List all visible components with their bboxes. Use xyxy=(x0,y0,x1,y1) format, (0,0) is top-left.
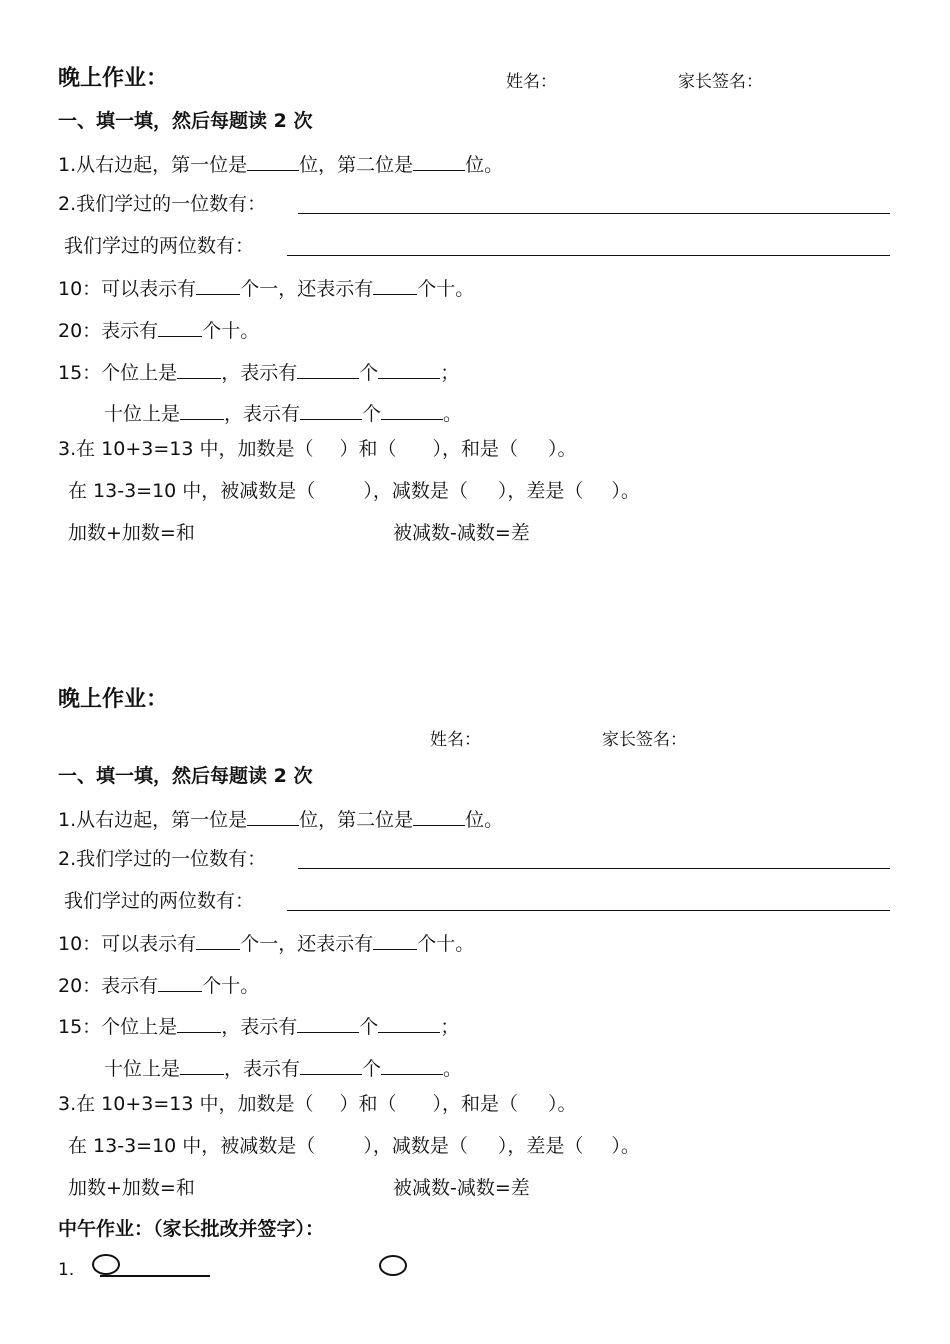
blank[interactable] xyxy=(247,805,299,826)
question-3-addition xyxy=(58,437,577,461)
blank[interactable] xyxy=(247,150,299,171)
q10-text-c: 个十。 xyxy=(417,933,475,955)
noon-heading: 中午作业：（家长批改并签字）： xyxy=(58,1218,325,1240)
q15b-text-d: 。 xyxy=(443,403,463,425)
blank[interactable] xyxy=(196,929,240,950)
q10-text-a: 10：可以表示有 xyxy=(58,278,197,300)
question-15-tens xyxy=(104,1054,462,1081)
blank[interactable] xyxy=(300,1054,362,1075)
answer-line[interactable] xyxy=(298,213,890,214)
blank[interactable] xyxy=(413,150,465,171)
q15b-text-b: ，表示有 xyxy=(224,403,301,425)
q3b-text-a: 在 13-3=10 中，被减数是（ xyxy=(68,480,316,502)
formula-subtraction: 被减数-减数=差 xyxy=(393,522,530,544)
oval-shape xyxy=(92,1254,120,1275)
q3b-text-b: ），减数是（ xyxy=(363,480,468,502)
blank[interactable] xyxy=(297,358,359,379)
question-20 xyxy=(58,971,259,998)
question-2a-label: 2.我们学过的一位数有： xyxy=(58,848,267,870)
question-3-addition xyxy=(58,1092,577,1116)
q10-text-c: 个十。 xyxy=(417,278,475,300)
q1-text-b: 位，第二位是 xyxy=(299,809,414,831)
q15b-text-a: 十位上是 xyxy=(104,403,181,425)
q15a-text-b: ，表示有 xyxy=(221,1016,298,1038)
q20-text-a: 20：表示有 xyxy=(58,320,159,342)
question-1 xyxy=(58,150,503,177)
q3b-text-c: ），差是（ xyxy=(497,480,584,502)
answer-line[interactable] xyxy=(298,868,890,869)
blank[interactable] xyxy=(373,274,417,295)
q3a-text-c: ），和是（ xyxy=(432,438,519,460)
question-2b-label: 我们学过的两位数有： xyxy=(64,890,255,912)
blank[interactable] xyxy=(297,1012,359,1033)
blank[interactable] xyxy=(373,929,417,950)
q20-text-b: 个十。 xyxy=(202,320,260,342)
name-label: 姓名： xyxy=(430,730,481,750)
question-10 xyxy=(58,274,474,301)
q3b-text-a: 在 13-3=10 中，被减数是（ xyxy=(68,1135,316,1157)
answer-line[interactable] xyxy=(100,1275,210,1277)
blank[interactable] xyxy=(180,399,224,420)
q15b-text-a: 十位上是 xyxy=(104,1058,181,1080)
q1-text-c: 位。 xyxy=(465,154,504,176)
q15b-text-d: 。 xyxy=(443,1058,463,1080)
question-1 xyxy=(58,805,503,832)
q3a-text-d: ）。 xyxy=(548,438,577,460)
q3a-text-d: ）。 xyxy=(548,1093,577,1115)
question-20 xyxy=(58,316,259,343)
q1-text-a: 1.从右边起，第一位是 xyxy=(58,154,248,176)
q10-text-b: 个一，还表示有 xyxy=(240,278,374,300)
blank[interactable] xyxy=(177,358,221,379)
question-3-subtraction xyxy=(68,479,640,503)
question-15-tens xyxy=(104,399,462,426)
page-title: 晚上作业： xyxy=(58,66,169,91)
q15a-text-d: ； xyxy=(440,1016,460,1038)
q15a-text-a: 15：个位上是 xyxy=(58,362,178,384)
blank[interactable] xyxy=(158,971,202,992)
q20-text-b: 个十。 xyxy=(202,975,260,997)
page-title: 晚上作业： xyxy=(58,687,169,712)
q1-text-a: 1.从右边起，第一位是 xyxy=(58,809,248,831)
formula-addition: 加数+加数=和 xyxy=(68,1177,195,1199)
blank[interactable] xyxy=(378,1012,440,1033)
q1-text-b: 位，第二位是 xyxy=(299,154,414,176)
section-heading: 一、填一填，然后每题读 2 次 xyxy=(58,110,313,132)
q3a-text-a: 3.在 10+3=13 中，加数是（ xyxy=(58,1093,314,1115)
parent-sign-label: 家长签名： xyxy=(678,72,763,92)
question-2b-label: 我们学过的两位数有： xyxy=(64,235,255,257)
q15a-text-b: ，表示有 xyxy=(221,362,298,384)
formula-subtraction: 被减数-减数=差 xyxy=(393,1177,530,1199)
question-15-ones xyxy=(58,1012,459,1039)
q15b-text-c: 个 xyxy=(362,1058,382,1080)
q1-text-c: 位。 xyxy=(465,809,504,831)
question-10 xyxy=(58,929,474,956)
question-15-ones xyxy=(58,358,459,385)
item-number: 1. xyxy=(58,1260,75,1280)
q3b-text-c: ），差是（ xyxy=(497,1135,584,1157)
blank[interactable] xyxy=(158,316,202,337)
q15a-text-c: 个 xyxy=(359,1016,379,1038)
question-3-subtraction xyxy=(68,1134,640,1158)
q3b-text-b: ），减数是（ xyxy=(363,1135,468,1157)
q15a-text-a: 15：个位上是 xyxy=(58,1016,178,1038)
q3a-text-b: ）和（ xyxy=(339,1093,397,1115)
parent-sign-label: 家长签名： xyxy=(602,730,687,750)
q10-text-a: 10：可以表示有 xyxy=(58,933,197,955)
q3b-text-d: ）。 xyxy=(611,480,640,502)
q15b-text-c: 个 xyxy=(362,403,382,425)
blank[interactable] xyxy=(378,358,440,379)
formula-addition: 加数+加数=和 xyxy=(68,522,195,544)
blank[interactable] xyxy=(177,1012,221,1033)
q10-text-b: 个一，还表示有 xyxy=(240,933,374,955)
name-label: 姓名： xyxy=(506,72,557,92)
blank[interactable] xyxy=(196,274,240,295)
q3a-text-c: ），和是（ xyxy=(432,1093,519,1115)
answer-line[interactable] xyxy=(287,255,890,256)
blank[interactable] xyxy=(180,1054,224,1075)
answer-line[interactable] xyxy=(287,910,890,911)
blank[interactable] xyxy=(300,399,362,420)
section-heading: 一、填一填，然后每题读 2 次 xyxy=(58,765,313,787)
q3a-text-a: 3.在 10+3=13 中，加数是（ xyxy=(58,438,314,460)
blank[interactable] xyxy=(381,399,443,420)
q20-text-a: 20：表示有 xyxy=(58,975,159,997)
oval-shape xyxy=(379,1255,407,1276)
q15a-text-c: 个 xyxy=(359,362,379,384)
q3b-text-d: ）。 xyxy=(611,1135,640,1157)
q15b-text-b: ，表示有 xyxy=(224,1058,301,1080)
q15a-text-d: ； xyxy=(440,362,460,384)
q3a-text-b: ）和（ xyxy=(339,438,397,460)
blank[interactable] xyxy=(381,1054,443,1075)
blank[interactable] xyxy=(413,805,465,826)
question-2a-label: 2.我们学过的一位数有： xyxy=(58,193,267,215)
